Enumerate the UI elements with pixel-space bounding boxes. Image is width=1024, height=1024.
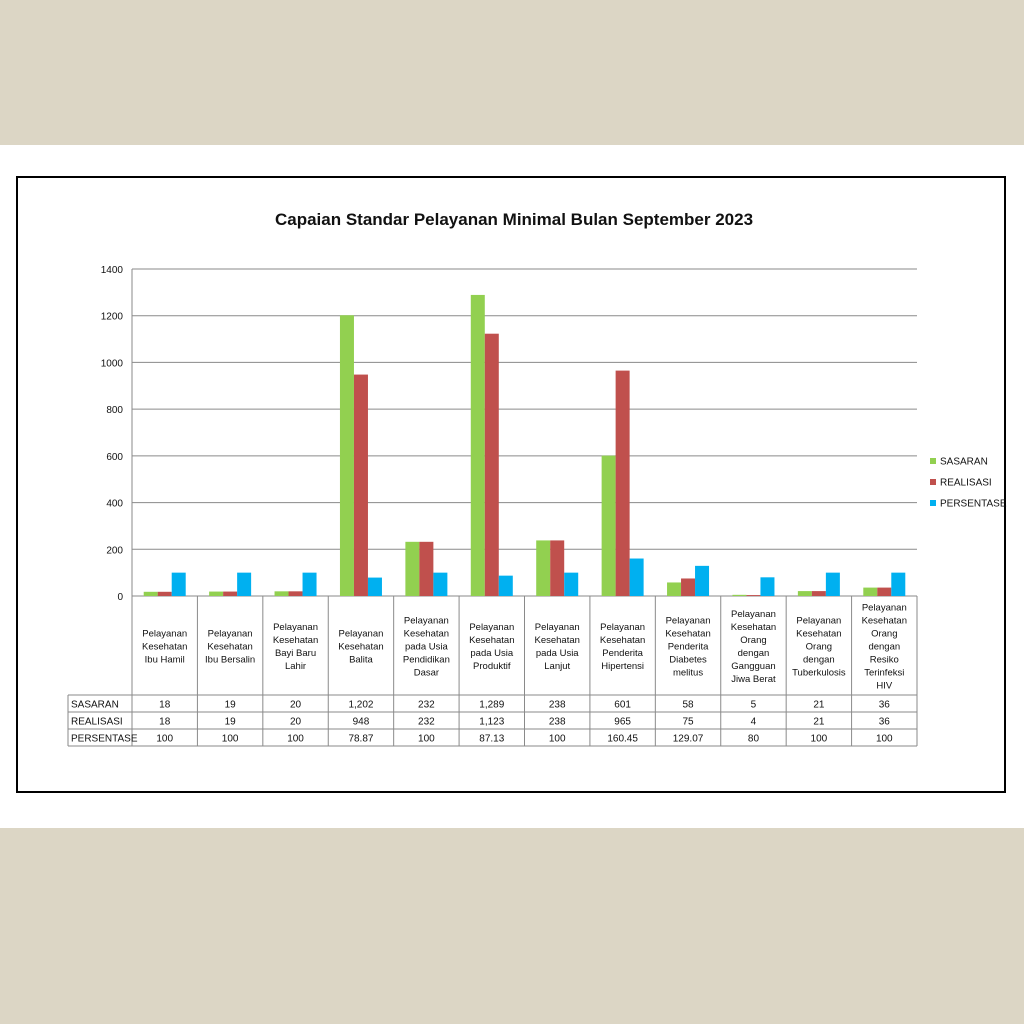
table-cell: 87.13 [479, 733, 505, 745]
table-cell: 1,289 [479, 699, 505, 711]
bar-persentase [891, 573, 905, 596]
category-label: Pelayanan Kesehatan pada Usia Produktif [469, 622, 515, 672]
table-cell: 78.87 [348, 733, 374, 745]
table-cell: 160.45 [607, 733, 638, 745]
legend-swatch-realisasi [930, 479, 936, 485]
bar-sasaran [602, 456, 616, 596]
table-cell: 19 [224, 716, 236, 728]
bar-realisasi [877, 588, 891, 596]
legend-label-realisasi: REALISASI [940, 477, 992, 489]
gridlines [132, 269, 917, 596]
bar-realisasi [746, 595, 760, 596]
bar-sasaran [405, 542, 419, 596]
table-cell: 238 [548, 699, 566, 711]
bar-realisasi [616, 371, 630, 596]
bar-realisasi [354, 375, 368, 596]
table-cell: 100 [875, 733, 893, 745]
table-cell: 965 [614, 716, 631, 728]
table-cell: 21 [813, 716, 825, 728]
bar-realisasi [289, 591, 303, 596]
y-tick-label: 1400 [100, 265, 123, 276]
bar-persentase [237, 573, 251, 596]
table-cell: 1,202 [348, 699, 374, 711]
table-cell: 4 [750, 716, 757, 728]
category-label: Pelayanan Kesehatan pada Usia Pendidikan Dasar [402, 615, 450, 679]
category-label: Pelayanan Kesehatan Penderita Hipertensi [599, 622, 646, 672]
bar-sasaran [536, 540, 550, 596]
category-label: Pelayanan Kesehatan Orang dengan Resiko Terinfeksi HIV [861, 602, 908, 692]
bar-realisasi [485, 334, 499, 596]
y-tick-label: 1000 [100, 358, 123, 370]
row-label-realisasi: REALISASI [71, 716, 123, 728]
table-cell: 100 [287, 733, 304, 745]
table-cell: 20 [289, 716, 302, 728]
data-table [68, 596, 917, 746]
bars [144, 295, 906, 596]
bar-realisasi [223, 592, 237, 596]
bar-realisasi [681, 578, 695, 596]
table-cell: 232 [418, 716, 435, 728]
table-cell: 20 [289, 699, 302, 711]
bar-persentase [564, 573, 578, 596]
bar-realisasi [550, 540, 564, 596]
table-cell: 129.07 [672, 733, 704, 745]
bar-sasaran [471, 295, 485, 596]
bar-sasaran [209, 592, 223, 596]
table-cell: 58 [682, 699, 694, 711]
category-label: Pelayanan Kesehatan Bayi Baru Lahir [272, 622, 319, 672]
table-cell: 36 [878, 699, 890, 711]
bar-sasaran [863, 588, 877, 596]
table-cell: 36 [878, 716, 890, 728]
bar-persentase [760, 577, 774, 596]
table-cell: 948 [352, 716, 370, 728]
bar-sasaran [798, 591, 812, 596]
bar-persentase [630, 559, 644, 596]
bar-persentase [172, 573, 186, 596]
category-label: Pelayanan Kesehatan Orang dengan Tuberkulosis [792, 615, 846, 679]
table-cell: 100 [418, 733, 435, 745]
bar-realisasi [419, 542, 433, 596]
category-label: Pelayanan Kesehatan pada Usia Lanjut [534, 622, 580, 672]
y-tick-label: 600 [106, 451, 123, 463]
category-label: Pelayanan Kesehatan Ibu Hamil [141, 628, 188, 666]
bar-persentase [826, 573, 840, 596]
table-cell: 18 [159, 716, 171, 728]
category-label: Pelayanan Kesehatan Ibu Bersalin [205, 628, 256, 666]
bar-persentase [499, 576, 513, 596]
table-cell: 75 [682, 716, 694, 728]
bar-realisasi [812, 591, 826, 596]
table-cell: 80 [747, 733, 760, 745]
y-tick-label: 200 [106, 545, 123, 557]
table-cell: 18 [159, 699, 171, 711]
category-label: Pelayanan Kesehatan Penderita Diabetes melitus [665, 615, 711, 679]
table-cell: 19 [224, 699, 236, 711]
legend-label-sasaran: SASARAN [940, 456, 988, 468]
legend-swatch-persentase [930, 500, 936, 506]
table-cell: 100 [156, 733, 174, 745]
table-cell: 232 [418, 699, 435, 711]
y-axis [101, 265, 132, 603]
bar-realisasi [158, 592, 172, 596]
table-cell: 21 [813, 699, 825, 711]
bar-sasaran [340, 315, 354, 596]
chart-title: Capaian Standar Pelayanan Minimal Bulan September 2023 [274, 210, 754, 229]
row-label-sasaran: SASARAN [71, 699, 119, 711]
bar-sasaran [667, 582, 681, 596]
y-tick-label: 800 [106, 405, 123, 417]
y-tick-label: 400 [106, 498, 123, 510]
table-cell: 5 [750, 699, 757, 711]
y-tick-label: 0 [117, 592, 123, 603]
row-label-persentase: PERSENTASE [71, 733, 138, 745]
table-cell: 100 [221, 733, 239, 745]
category-label: Pelayanan Kesehatan Orang dengan Gangguan Jiwa Berat [730, 609, 777, 685]
bar-sasaran [144, 592, 158, 596]
table-cell: 238 [548, 716, 566, 728]
bar-sasaran [732, 595, 746, 596]
category-label: Pelayanan Kesehatan Balita [338, 628, 384, 666]
legend-label-persentase: PERSENTASE [940, 498, 1007, 510]
legend [930, 457, 1007, 510]
bar-sasaran [275, 591, 289, 596]
table-cell: 100 [810, 733, 828, 745]
bar-persentase [368, 578, 382, 596]
bar-persentase [303, 573, 317, 596]
table-cell: 100 [548, 733, 566, 745]
bar-persentase [695, 566, 709, 596]
table-cell: 601 [614, 699, 631, 711]
y-tick-label: 1200 [100, 311, 123, 323]
bar-persentase [433, 573, 447, 596]
table-cell: 1,123 [479, 716, 505, 728]
legend-swatch-sasaran [930, 458, 936, 464]
